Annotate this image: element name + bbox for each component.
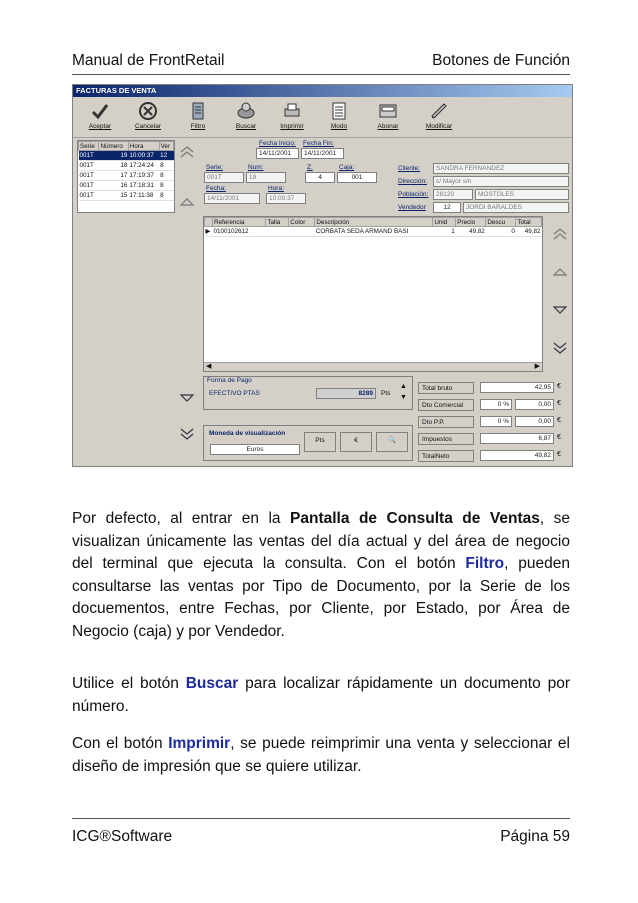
- caja-field[interactable]: 001: [337, 172, 377, 183]
- dto-pp-pct[interactable]: 0 %: [480, 416, 512, 427]
- edit-icon: [429, 101, 449, 121]
- next-line-icon[interactable]: [552, 303, 568, 317]
- num-label: Num:: [248, 164, 264, 171]
- page-footer: [72, 818, 570, 848]
- pts-currency-button[interactable]: Pts: [304, 432, 336, 452]
- row-indicator-col: [205, 218, 213, 227]
- paragraph-3: Con el botón Imprimir, se puede reimprimir una venta y seleccionar el diseño de impresión que se quiere utilizar.: [72, 735, 570, 775]
- imprimir-button[interactable]: Imprimir: [269, 101, 315, 137]
- last-record-icon[interactable]: [179, 427, 195, 441]
- pantalla-consulta-emphasis: Pantalla de Consulta de Ventas: [290, 510, 540, 527]
- total-neto-label: TotalNeto: [418, 450, 474, 462]
- currency-symbol: €: [557, 434, 561, 441]
- fecha-inicio-field[interactable]: 14/11/2001: [256, 148, 299, 159]
- hora-label: Hora:: [268, 185, 284, 192]
- col-talla[interactable]: Talla: [266, 218, 289, 227]
- refund-icon: [378, 101, 398, 121]
- buscar-keyword: Buscar: [185, 675, 239, 692]
- col-precio[interactable]: Precio: [456, 218, 486, 227]
- table-row[interactable]: 001T 19 10:00:37 12: [79, 151, 174, 161]
- spin-down-icon[interactable]: ▼: [400, 394, 407, 401]
- aceptar-button[interactable]: Aceptar: [77, 101, 123, 137]
- z-field[interactable]: 4: [305, 172, 335, 183]
- direccion-field[interactable]: c/ Mayor s/n: [433, 176, 569, 187]
- dto-comercial-pct[interactable]: 0 %: [480, 399, 512, 410]
- col-descu[interactable]: Descu: [486, 218, 516, 227]
- moneda-panel: [203, 425, 413, 461]
- col-numero[interactable]: Número: [99, 142, 128, 151]
- header-section: Botones de Función: [432, 52, 570, 69]
- fecha-label: Fecha:: [206, 185, 226, 192]
- total-bruto-value: 42,95: [480, 382, 554, 393]
- hora-field[interactable]: 10:00:37: [266, 193, 306, 204]
- z-label: Z:: [307, 164, 313, 171]
- zoom-button[interactable]: 🔍: [376, 432, 408, 452]
- scroll-right-icon[interactable]: ▶: [534, 363, 540, 370]
- col-descripcion[interactable]: Descripción: [315, 218, 433, 227]
- horizontal-scrollbar[interactable]: [204, 362, 542, 371]
- forma-pago-value: EFECTIVO PTAS: [209, 390, 260, 397]
- col-color[interactable]: Color: [289, 218, 315, 227]
- forma-pago-label: Forma de Pago: [207, 377, 252, 384]
- poblacion-label: Población:: [398, 191, 429, 198]
- next-record-icon[interactable]: [179, 391, 195, 405]
- currency-symbol: €: [557, 383, 561, 390]
- vendedor-field[interactable]: JORDI BARALDES: [463, 202, 569, 213]
- page-header: [72, 51, 570, 75]
- fecha-field[interactable]: 14/11/2001: [204, 193, 260, 204]
- cancelar-button[interactable]: Cancelar: [125, 101, 171, 137]
- serie-label: Serie:: [206, 164, 223, 171]
- first-line-icon[interactable]: [552, 227, 568, 241]
- table-row[interactable]: 001T 15 17:11:38 8: [79, 191, 174, 201]
- previous-record-icon[interactable]: [179, 195, 195, 209]
- vendedor-num-field[interactable]: 12: [433, 202, 461, 213]
- cliente-label: Cliente:: [398, 165, 421, 172]
- impuestos-label: Impuestos: [418, 433, 474, 445]
- check-icon: [90, 101, 110, 121]
- serie-field[interactable]: 001T: [204, 172, 244, 183]
- modificar-button[interactable]: Modificar: [416, 101, 462, 137]
- list-mode-icon: [329, 101, 349, 121]
- moneda-label: Moneda de visualización: [209, 430, 286, 437]
- row-pointer-icon: ▶: [205, 227, 213, 237]
- moneda-field[interactable]: Euros: [210, 444, 300, 455]
- currency-symbol: €: [557, 417, 561, 424]
- direccion-label: Dirección:: [398, 178, 427, 185]
- filtro-keyword: Filtro: [465, 555, 505, 572]
- dto-comercial-label: Dto Comercial: [418, 399, 474, 411]
- table-row[interactable]: ▶ 0100102612 CORBATA SEDA ARMAND BASI 1 49,82 0 49,82: [205, 228, 541, 235]
- dto-comercial-value: 0,00: [515, 399, 554, 410]
- impuestos-value: 6,87: [480, 433, 554, 444]
- currency-symbol: €: [557, 451, 561, 458]
- paragraph-2: Utilice el botón Buscar para localizar rápidamente un documento por número.: [72, 675, 570, 715]
- vendedor-label: Vendedor: [398, 204, 426, 211]
- fecha-fin-field[interactable]: 14/11/2001: [301, 148, 344, 159]
- table-row[interactable]: 001T 18 17:24:24 8: [79, 161, 174, 171]
- facturas-venta-window: [72, 84, 573, 467]
- pts-unit: Pts: [381, 390, 391, 397]
- cliente-field[interactable]: SANDRA FERNANDEZ: [433, 163, 569, 174]
- cp-field[interactable]: 28120: [433, 189, 473, 200]
- fecha-inicio-label: Fecha Inicio:: [259, 140, 296, 147]
- caja-label: Caja:: [339, 164, 355, 171]
- euro-currency-button[interactable]: €: [340, 432, 372, 452]
- spin-up-icon[interactable]: ▲: [400, 383, 407, 390]
- first-record-icon[interactable]: [179, 145, 195, 159]
- documents-list[interactable]: [77, 140, 175, 213]
- table-row[interactable]: 001T 17 17:19:37 8: [79, 171, 174, 181]
- footer-company: ICG®Software: [72, 828, 173, 845]
- last-line-icon[interactable]: [552, 341, 568, 355]
- dto-pp-label: Dto P.P.: [418, 416, 474, 428]
- fecha-fin-label: Fecha Fin:: [303, 140, 334, 147]
- col-hora[interactable]: Hora: [128, 142, 159, 151]
- forma-pago-panel: [203, 376, 413, 410]
- total-bruto-label: Total bruto: [418, 382, 474, 394]
- buscar-button[interactable]: Buscar: [223, 101, 269, 137]
- imprimir-keyword: Imprimir: [168, 735, 231, 752]
- scroll-left-icon[interactable]: ◀: [206, 363, 212, 370]
- poblacion-field[interactable]: MOSTOLES: [475, 189, 569, 200]
- previous-line-icon[interactable]: [552, 265, 568, 279]
- num-field[interactable]: 19: [246, 172, 286, 183]
- filter-icon: [188, 101, 208, 121]
- total-neto-value: 49,82: [480, 450, 554, 461]
- sale-lines-grid[interactable]: [203, 216, 543, 372]
- abonar-button[interactable]: Abonar: [365, 101, 411, 137]
- modo-button[interactable]: Modo: [316, 101, 362, 137]
- col-total[interactable]: Total: [516, 218, 542, 227]
- cancel-icon: [138, 101, 158, 121]
- col-ver[interactable]: Ver: [159, 142, 173, 151]
- importe-pago-field[interactable]: 8289: [316, 388, 376, 399]
- col-unid[interactable]: Unid: [433, 218, 456, 227]
- col-serie[interactable]: Serie: [79, 142, 99, 151]
- search-icon: [236, 101, 256, 121]
- dto-pp-value: 0,00: [515, 416, 554, 427]
- footer-page-number: Página 59: [500, 828, 570, 845]
- col-referencia[interactable]: Referencia: [213, 218, 266, 227]
- filtro-button[interactable]: Filtro: [175, 101, 221, 137]
- toolbar: [73, 98, 572, 138]
- printer-icon: [282, 101, 302, 121]
- paragraph-1: Por defecto, al entrar en la Pantalla de Consulta de Ventas, se visualizan únicamente las ventas del día actual y del área de negocio del terminal que ejecuta la consulta. Con el botón Filtro, pueden consultarse las ventas por Tipo de Documento, por la Serie de los docuementos, entre Fechas, por Cliente, por Estado, por Área de Negocio (caja) y por Vendedor.: [72, 510, 571, 640]
- table-row[interactable]: 001T 16 17:18:31 8: [79, 181, 174, 191]
- header-title: Manual de FrontRetail: [72, 52, 225, 69]
- window-title: FACTURAS DE VENTA: [73, 85, 572, 97]
- currency-symbol: €: [557, 400, 561, 407]
